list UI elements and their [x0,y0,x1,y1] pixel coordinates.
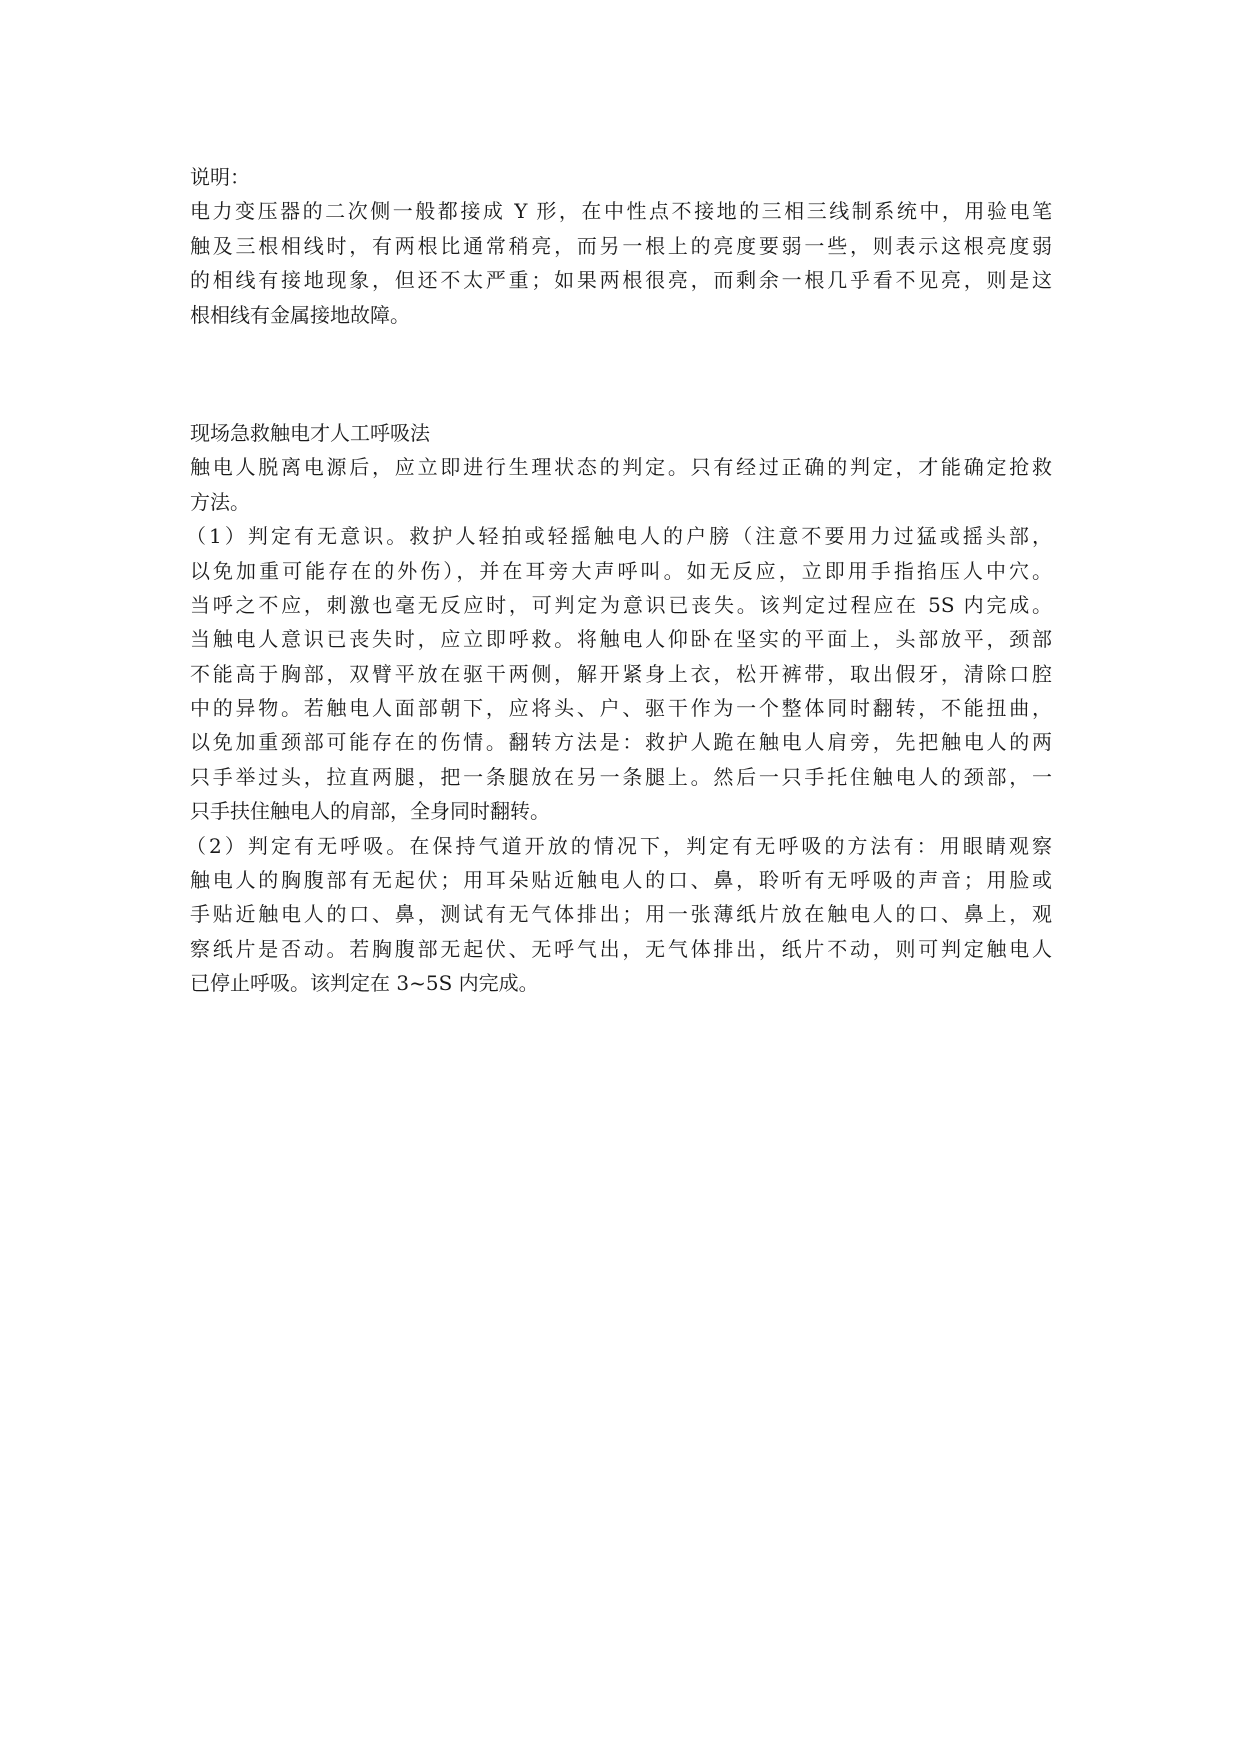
section-heading-explanation: 说明： [190,165,250,189]
paragraph-line: 电力变压器的二次侧一般都接成 Y 形，在中性点不接地的三相三线制系统中，用验电笔 [190,199,1052,224]
section-heading-first-aid: 现场急救触电才人工呼吸法 [190,420,430,445]
item1-line: （1）判定有无意识。救护人轻拍或轻摇触电人的户膀（注意不要用力过猛或摇头部， [186,524,1052,549]
section-explanation [190,160,1052,332]
paragraph-line: 触电人脱离电源后，应立即进行生理状态的判定。只有经过正确的判定，才能确定抢救 [190,455,1052,480]
item1-line: 当呼之不应，刺激也毫无反应时，可判定为意识已丧失。该判定过程应在 5S 内完成。 [190,592,1052,617]
item2-line: 触电人的胸腹部有无起伏；用耳朵贴近触电人的口、鼻，聆听有无呼吸的声音；用脸或 [190,868,1052,893]
section-spacer [190,332,1052,416]
paragraph-line: 的相线有接地现象，但还不太严重；如果两根很亮，而剩余一根几乎看不见亮，则是这 [190,268,1052,293]
paragraph-line: 根相线有金属接地故障。 [190,302,410,327]
item1-line: 当触电人意识已丧失时，应立即呼救。将触电人仰卧在坚实的平面上，头部放平，颈部 [190,627,1052,652]
item2-line: （2）判定有无呼吸。在保持气道开放的情况下，判定有无呼吸的方法有：用眼睛观察 [186,833,1052,858]
item2-line: 察纸片是否动。若胸腹部无起伏、无呼气出，无气体排出，纸片不动，则可判定触电人 [190,936,1052,961]
item1-line: 以免加重颈部可能存在的伤情。翻转方法是：救护人跪在触电人肩旁，先把触电人的两 [190,730,1052,755]
item1-line: 以免加重可能存在的外伤），并在耳旁大声呼叫。如无反应，立即用手指掐压人中穴。 [190,558,1052,583]
item1-line: 中的异物。若触电人面部朝下，应将头、户、驱干作为一个整体同时翻转，不能扭曲， [190,696,1052,721]
item2-line: 已停止呼吸。该判定在 3~5S 内完成。 [190,971,539,996]
item1-line: 只手举过头，拉直两腿，把一条腿放在另一条腿上。然后一只手托住触电人的颈部，一 [190,764,1052,789]
paragraph-line: 方法。 [190,489,250,514]
document-body [186,160,1052,1001]
item1-line: 不能高于胸部，双臂平放在驱干两侧，解开紧身上衣，松开裤带，取出假牙，清除口腔 [190,661,1052,686]
item1-line: 只手扶住触电人的肩部，全身同时翻转。 [190,799,550,824]
paragraph-line: 触及三根相线时，有两根比通常稍亮，而另一根上的亮度要弱一些，则表示这根亮度弱 [190,233,1052,258]
section-first-aid [186,416,1052,1001]
item2-line: 手贴近触电人的口、鼻，测试有无气体排出；用一张薄纸片放在触电人的口、鼻上，观 [190,902,1052,927]
